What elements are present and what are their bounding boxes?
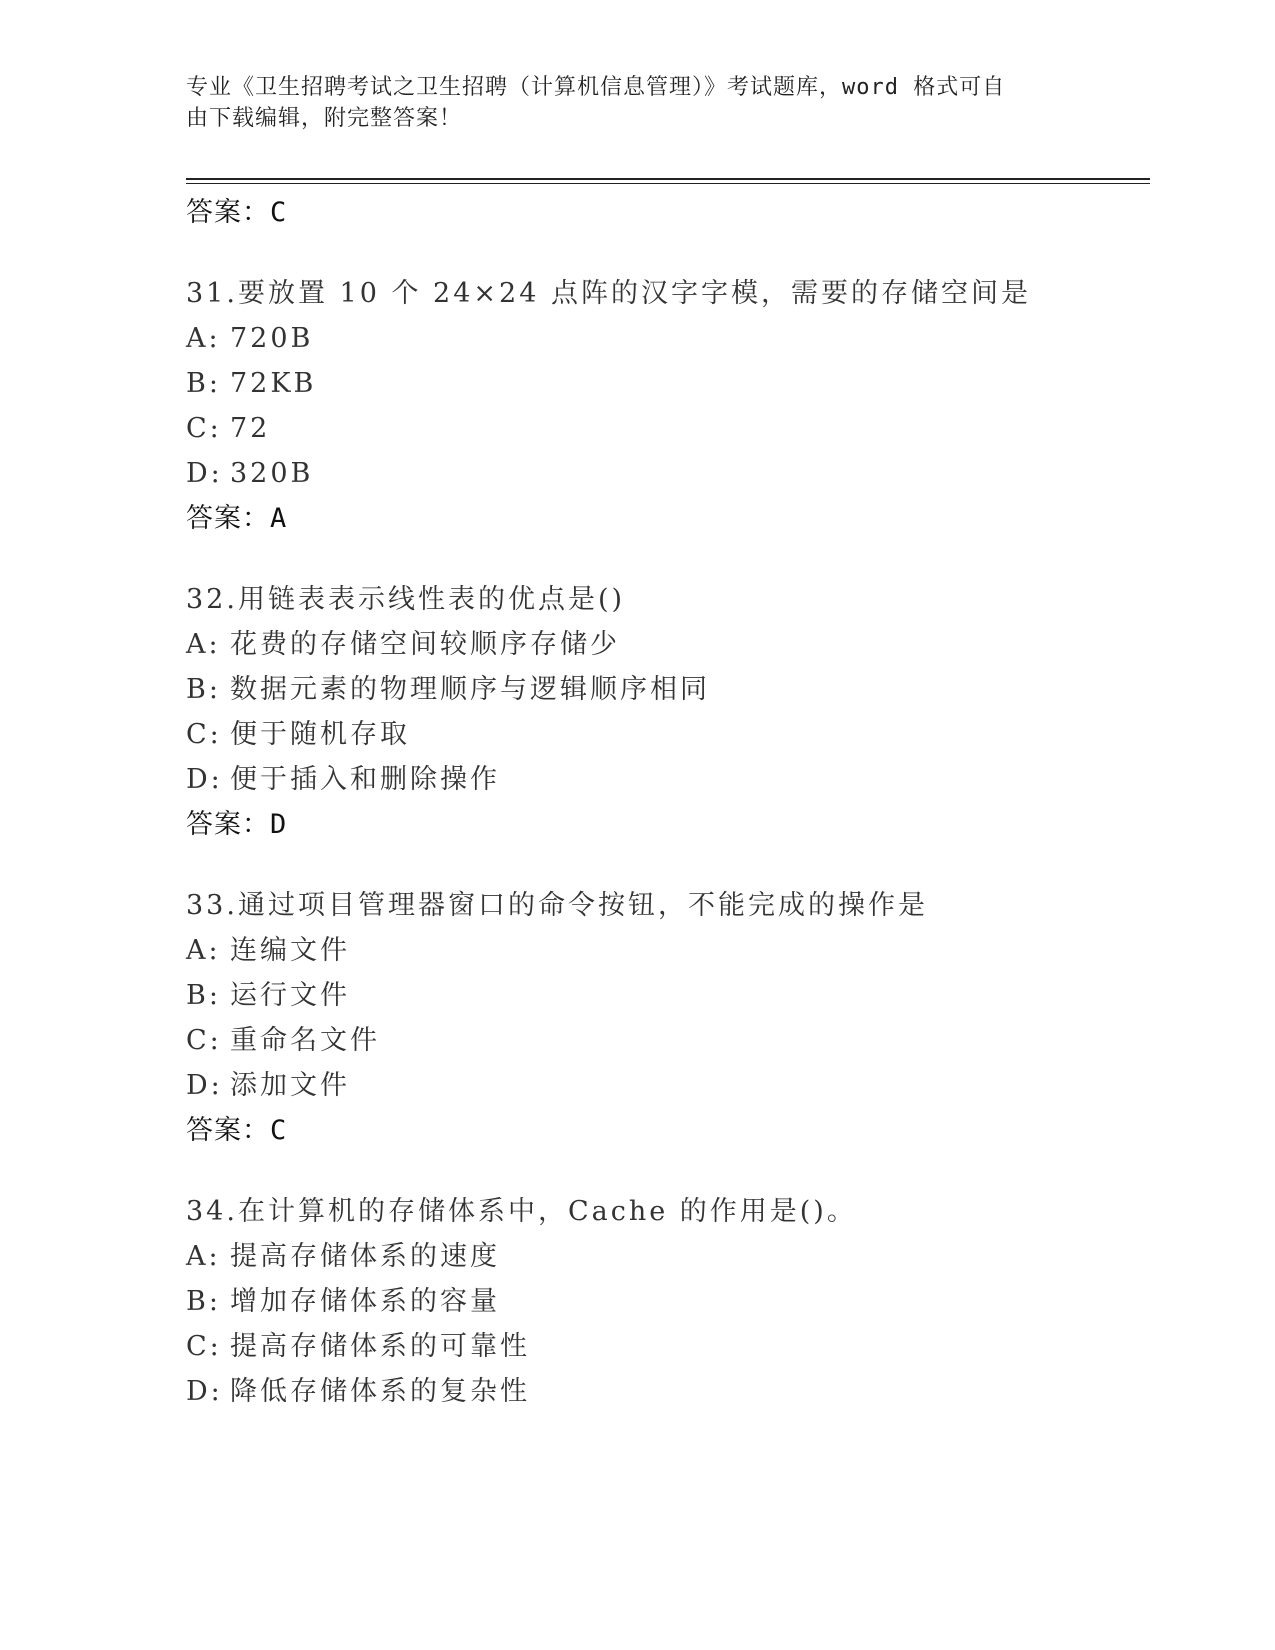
header-divider-thin xyxy=(186,183,1150,184)
option-text: 72KB xyxy=(230,368,317,399)
option-a xyxy=(186,316,1146,361)
option-text: 320B xyxy=(230,458,314,489)
answer-line: 答案：C xyxy=(186,1115,288,1146)
option-text: 花费的存储空间较顺序存储少 xyxy=(230,629,620,660)
option-b xyxy=(186,667,1146,712)
option-text: 重命名文件 xyxy=(230,1025,380,1056)
option-text: 提高存储体系的可靠性 xyxy=(230,1331,530,1362)
option-key: B: xyxy=(186,980,221,1011)
option-key: C: xyxy=(186,1025,222,1056)
option-text: 提高存储体系的速度 xyxy=(230,1241,500,1272)
page-header xyxy=(186,72,1066,134)
header-line-2: 由下载编辑，附完整答案！ xyxy=(186,106,463,131)
option-text: 便于随机存取 xyxy=(230,719,410,750)
option-c xyxy=(186,1324,1146,1369)
option-d xyxy=(186,757,1146,802)
previous-answer: 答案：C xyxy=(186,197,288,228)
option-b xyxy=(186,361,1146,406)
option-text: 添加文件 xyxy=(230,1070,350,1101)
question-33 xyxy=(186,883,1146,1153)
option-text: 降低存储体系的复杂性 xyxy=(230,1376,530,1407)
header-line-1: 专业《卫生招聘考试之卫生招聘（计算机信息管理）》考试题库，word 格式可自 xyxy=(186,75,1006,100)
option-b xyxy=(186,973,1146,1018)
option-d xyxy=(186,1063,1146,1108)
option-key: A: xyxy=(186,935,221,966)
question-31 xyxy=(186,271,1146,541)
option-text: 增加存储体系的容量 xyxy=(230,1286,500,1317)
option-a xyxy=(186,1234,1146,1279)
option-text: 720B xyxy=(230,323,314,354)
question-stem: 32.用链表表示线性表的优点是() xyxy=(186,584,626,615)
option-a xyxy=(186,928,1146,973)
option-key: D: xyxy=(186,764,223,795)
question-32 xyxy=(186,577,1146,847)
option-text: 便于插入和删除操作 xyxy=(230,764,500,795)
option-key: D: xyxy=(186,1070,223,1101)
option-c xyxy=(186,406,1146,451)
option-key: A: xyxy=(186,1241,221,1272)
option-text: 连编文件 xyxy=(230,935,350,966)
answer-line: 答案：D xyxy=(186,809,288,840)
option-text: 72 xyxy=(230,413,271,444)
option-text: 运行文件 xyxy=(230,980,350,1011)
option-c xyxy=(186,1018,1146,1063)
option-d xyxy=(186,451,1146,496)
question-stem: 34.在计算机的存储体系中，Cache 的作用是()。 xyxy=(186,1196,857,1227)
option-key: A: xyxy=(186,629,221,660)
option-key: D: xyxy=(186,458,223,489)
option-d xyxy=(186,1369,1146,1414)
option-key: B: xyxy=(186,1286,221,1317)
question-34 xyxy=(186,1189,1146,1414)
question-stem: 33.通过项目管理器窗口的命令按钮，不能完成的操作是 xyxy=(186,890,928,921)
option-key: B: xyxy=(186,368,221,399)
option-a xyxy=(186,622,1146,667)
option-key: B: xyxy=(186,674,221,705)
option-key: C: xyxy=(186,413,222,444)
answer-line: 答案：A xyxy=(186,503,288,534)
option-key: D: xyxy=(186,1376,223,1407)
option-c xyxy=(186,712,1146,757)
question-list xyxy=(186,190,1146,1414)
header-divider-thick xyxy=(186,178,1150,180)
option-key: C: xyxy=(186,1331,222,1362)
option-key: A: xyxy=(186,323,221,354)
question-stem: 31.要放置 10 个 24×24 点阵的汉字字模，需要的存储空间是 xyxy=(186,278,1031,309)
option-text: 数据元素的物理顺序与逻辑顺序相同 xyxy=(230,674,710,705)
option-key: C: xyxy=(186,719,222,750)
option-b xyxy=(186,1279,1146,1324)
